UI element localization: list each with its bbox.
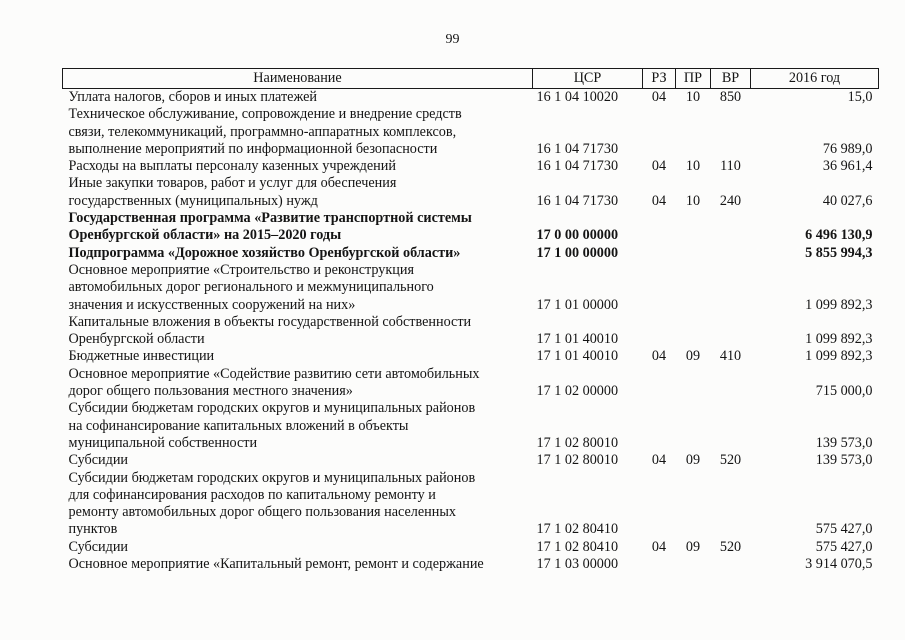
row-name-line: связи, телекоммуникаций, программно-аппаратных комплексов,	[68, 123, 457, 140]
row-csr: 17 1 02 80010	[536, 452, 619, 469]
row-rz: 04	[651, 538, 667, 555]
row-pr	[676, 400, 711, 452]
row-pr	[676, 470, 711, 539]
row-amount: 3 914 070,5	[805, 556, 873, 573]
row-name-line: Иные закупки товаров, работ и услуг для обеспечения	[68, 175, 397, 192]
row-name-line: Расходы на выплаты персоналу казенных учреждений	[68, 158, 396, 175]
row-name-line: значения и искусственных сооружений на них»	[68, 296, 356, 313]
row-name	[63, 452, 533, 469]
row-name-line: автомобильных дорог регионального и межмуниципального	[68, 279, 434, 296]
row-vr	[711, 245, 751, 262]
row-name-line: Бюджетные инвестиции	[68, 348, 215, 365]
row-pr: 10	[685, 89, 701, 105]
row-name-line: муниципальной собственности	[68, 434, 258, 451]
row-name	[63, 89, 533, 107]
table-row	[63, 470, 879, 539]
table-row	[63, 314, 879, 349]
row-pr	[676, 366, 711, 401]
row-name	[63, 314, 533, 349]
row-name-line: выполнение мероприятий по информационной безопасности	[68, 140, 438, 157]
row-amount: 1 099 892,3	[805, 296, 873, 313]
row-vr	[711, 366, 751, 401]
row-name	[63, 158, 533, 175]
row-vr: 110	[720, 158, 741, 175]
row-rz: 04	[651, 452, 667, 469]
row-name-line: Субсидии	[68, 538, 129, 555]
table-body	[63, 89, 879, 574]
row-rz: 04	[651, 192, 667, 209]
row-amount: 575 427,0	[815, 538, 873, 555]
row-vr	[711, 556, 751, 573]
row-name	[63, 366, 533, 401]
budget-table	[62, 68, 879, 573]
row-rz	[643, 470, 676, 539]
row-rz	[643, 366, 676, 401]
row-amount: 575 427,0	[815, 521, 873, 538]
row-rz	[643, 556, 676, 573]
row-rz	[643, 210, 676, 245]
row-name-line: Оренбургской области» на 2015–2020 годы	[68, 227, 342, 244]
row-vr	[711, 106, 751, 158]
table-row	[63, 106, 879, 158]
row-pr	[676, 262, 711, 314]
row-csr: 17 1 02 00000	[536, 383, 619, 400]
row-name-line: Основное мероприятие «Содействие развитию сети автомобильных	[68, 365, 480, 382]
row-name	[63, 245, 533, 262]
row-name	[63, 470, 533, 539]
table-row	[63, 262, 879, 314]
row-vr: 520	[719, 538, 742, 555]
row-amount: 139 573,0	[815, 434, 873, 451]
row-vr: 410	[719, 348, 742, 365]
row-vr	[711, 314, 751, 349]
row-csr: 17 1 01 40010	[536, 331, 619, 348]
row-csr: 17 1 02 80410	[536, 521, 619, 538]
row-rz: 04	[651, 158, 667, 175]
table-row	[63, 89, 879, 107]
row-name-line: пунктов	[68, 521, 118, 538]
row-name-line: Оренбургской области	[68, 331, 205, 348]
row-name-line: дорог общего пользования местного значения»	[68, 383, 353, 400]
header-name: Наименование	[63, 69, 533, 89]
row-rz	[643, 314, 676, 349]
row-name	[63, 348, 533, 365]
row-csr: 17 1 00 00000	[536, 244, 619, 261]
row-pr: 09	[685, 538, 701, 555]
table-row	[63, 158, 879, 175]
row-vr	[711, 470, 751, 539]
header-pr: ПР	[676, 69, 711, 89]
row-rz	[643, 262, 676, 314]
row-name-line: Подпрограмма «Дорожное хозяйство Оренбургской области»	[68, 244, 461, 261]
row-vr: 520	[719, 452, 742, 469]
row-vr	[711, 262, 751, 314]
row-amount: 139 573,0	[815, 452, 873, 469]
row-csr: 17 1 01 00000	[536, 296, 619, 313]
table-row	[63, 175, 879, 210]
row-amount: 5 855 994,3	[805, 244, 873, 261]
row-name-line: Уплата налогов, сборов и иных платежей	[68, 89, 317, 105]
table-header	[63, 69, 879, 89]
row-pr	[676, 556, 711, 573]
row-name	[63, 210, 533, 245]
row-amount: 1 099 892,3	[805, 348, 873, 365]
row-csr: 16 1 04 71730	[536, 140, 619, 157]
row-amount: 1 099 892,3	[805, 331, 873, 348]
row-name-line: на софинансирование капитальных вложений в объекты	[68, 417, 409, 434]
table-row	[63, 245, 879, 262]
row-pr	[676, 245, 711, 262]
row-name	[63, 556, 533, 573]
table-row	[63, 556, 879, 573]
row-amount: 6 496 130,9	[805, 227, 873, 244]
row-name-line: Капитальные вложения в объекты государственной собственности	[68, 313, 472, 330]
row-pr: 09	[685, 348, 701, 365]
header-rz: РЗ	[643, 69, 676, 89]
row-name	[63, 262, 533, 314]
row-vr: 850	[719, 89, 742, 105]
row-name-line: ремонту автомобильных дорог общего пользования населенных	[68, 504, 456, 521]
page-number: 99	[445, 32, 460, 47]
row-csr: 17 1 01 40010	[536, 348, 619, 365]
table-row	[63, 400, 879, 452]
row-csr: 17 1 02 80410	[536, 538, 619, 555]
row-amount: 36 961,4	[822, 158, 873, 175]
table-row	[63, 210, 879, 245]
row-name-line: Основное мероприятие «Капитальный ремонт, ремонт и содержание	[68, 556, 484, 573]
row-amount: 40 027,6	[822, 192, 873, 209]
row-pr: 10	[685, 192, 701, 209]
row-name-line: государственных (муниципальных) нужд	[68, 192, 318, 209]
row-name-line: Основное мероприятие «Строительство и реконструкция	[68, 261, 415, 278]
row-name-line: Субсидии бюджетам городских округов и муниципальных районов	[68, 469, 476, 486]
header-year: 2016 год	[751, 69, 879, 89]
row-name-line: Государственная программа «Развитие транспортной системы	[68, 210, 472, 227]
row-name	[63, 106, 533, 158]
row-name-line: Субсидии бюджетам городских округов и муниципальных районов	[68, 400, 476, 417]
row-pr	[676, 314, 711, 349]
table-row	[63, 366, 879, 401]
row-name-line: для софинансирования расходов по капитальному ремонту и	[68, 486, 436, 503]
header-vr: ВР	[711, 69, 751, 89]
row-vr	[711, 400, 751, 452]
row-name	[63, 539, 533, 556]
row-csr: 17 1 03 00000	[536, 556, 619, 573]
table-row	[63, 348, 879, 365]
row-rz	[643, 245, 676, 262]
row-rz	[643, 106, 676, 158]
row-name-line: Техническое обслуживание, сопровождение и внедрение средств	[68, 106, 462, 123]
row-amount: 715 000,0	[815, 383, 873, 400]
row-amount: 76 989,0	[822, 140, 873, 157]
row-rz: 04	[651, 348, 667, 365]
row-vr	[711, 210, 751, 245]
row-csr: 17 0 00 00000	[536, 227, 619, 244]
table-row	[63, 539, 879, 556]
row-name	[63, 400, 533, 452]
row-pr	[676, 210, 711, 245]
row-amount: 15,0	[847, 89, 873, 105]
row-csr: 16 1 04 71730	[536, 192, 619, 209]
row-csr: 17 1 02 80010	[536, 434, 619, 451]
row-rz: 04	[651, 89, 667, 105]
row-name	[63, 175, 533, 210]
row-csr: 16 1 04 10020	[536, 89, 619, 105]
table-row	[63, 452, 879, 469]
row-pr: 10	[685, 158, 701, 175]
row-rz	[643, 400, 676, 452]
row-vr: 240	[719, 192, 742, 209]
row-pr	[676, 106, 711, 158]
header-csr: ЦСР	[533, 69, 643, 89]
row-csr: 16 1 04 71730	[536, 158, 619, 175]
row-pr: 09	[685, 452, 701, 469]
row-name-line: Субсидии	[68, 452, 129, 469]
